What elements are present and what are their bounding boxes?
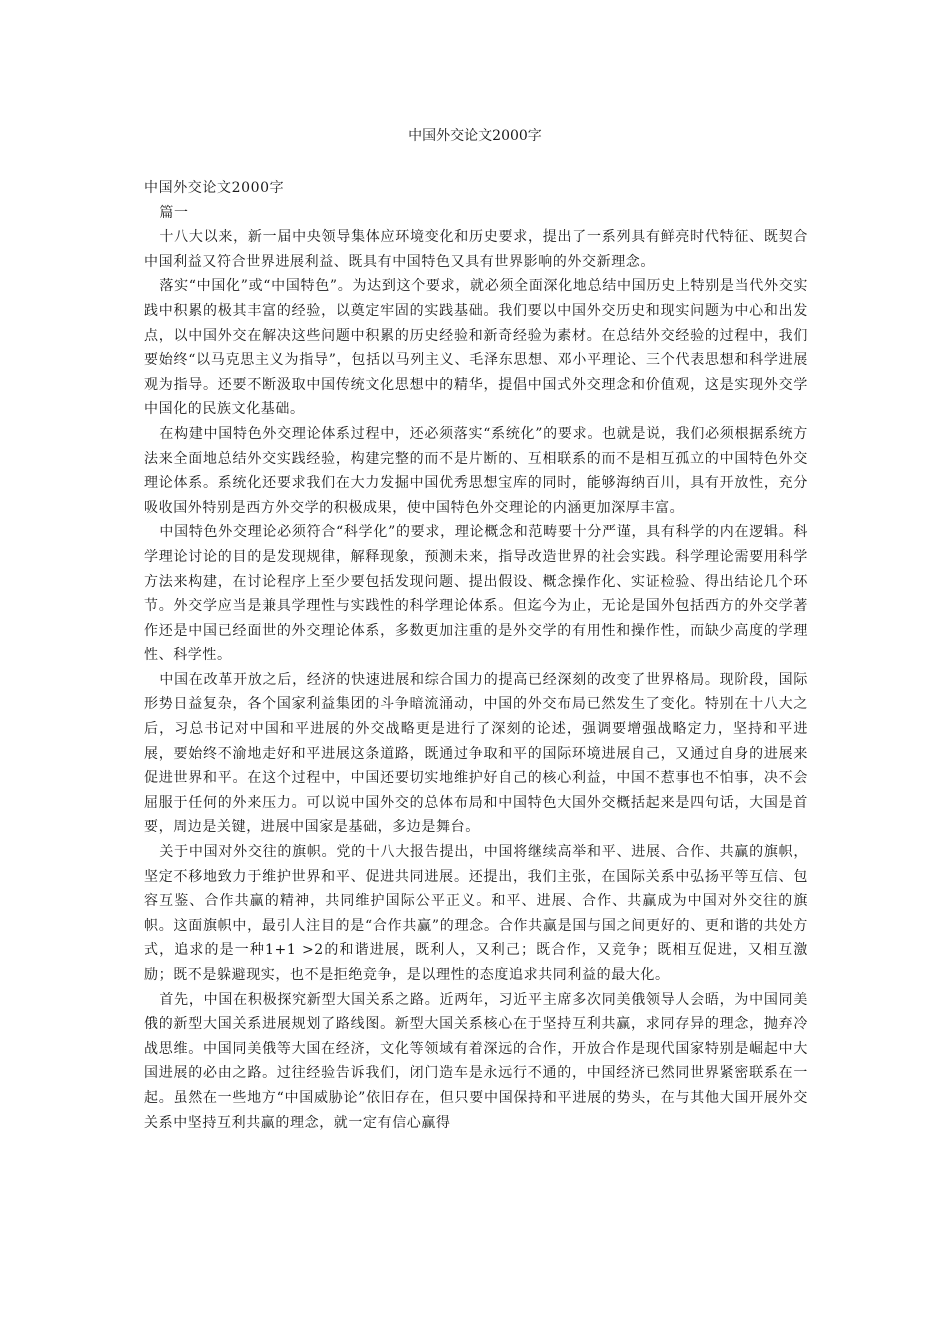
paragraph: 在构建中国特色外交理论体系过程中，还必须落实“系统化”的要求。也就是说，我们必须根据系统方法来全面地总结外交实践经验，构建完整的而不是片断的、互相联系的而不是相互孤立的中国特色外交理论体系。系统化还要求我们在大力发掘中国优秀思想宝库的同时，能够海纳百川，具有开放性，充分吸收国外特别是西方外交学的积极成果，使中国特色外交理论的内涵更加深厚丰富。 — [144, 425, 808, 516]
document-title: 中国外交论文2000字 — [408, 128, 542, 144]
document-body — [144, 176, 808, 1135]
document-subtitle: 中国外交论文2000字 — [144, 180, 285, 196]
paragraph: 中国特色外交理论必须符合“科学化”的要求，理论概念和范畴要十分严谨，具有科学的内在逻辑。科学理论讨论的目的是发现规律，解释现象，预测未来，指导改造世界的社会实践。科学理论需要用科学方法来构建，在讨论程序上至少要包括发现问题、提出假设、概念操作化、实证检验、得出结论几个环节。外交学应当是兼具学理性与实践性的科学理论体系。但迄今为止，无论是国外包括西方的外交学著作还是中国已经面世的外交理论体系，多数更加注重的是外交学的有用性和操作性，而缺少高度的学理性、科学性。 — [144, 524, 808, 664]
paragraph: 中国在改革开放之后，经济的快速进展和综合国力的提高已经深刻的改变了世界格局。现阶段，国际形势日益复杂，各个国家利益集团的斗争暗流涌动，中国的外交布局已然发生了变化。特别在十八大之后，习总书记对中国和平进展的外交战略更是进行了深刻的论述，强调要增强战略定力，坚持和平进展，要始终不渝地走好和平进展这条道路，既通过争取和平的国际环境进展自己，又通过自身的进展来促进世界和平。在这个过程中，中国还要切实地维护好自己的核心利益，中国不惹事也不怕事，决不会屈服于任何的外来压力。可以说中国外交的总体布局和中国特色大国外交概括起来是四句话，大国是首要，周边是关键，进展中国家是基础，多边是舞台。 — [144, 671, 808, 836]
paragraph: 落实“中国化”或“中国特色”。为达到这个要求，就必须全面深化地总结中国历史上特别是当代外交实践中积累的极其丰富的经验，以奠定牢固的实践基础。我们要以中国外交历史和现实问题为中心和出发点，以中国外交在解决这些问题中积累的历史经验和新奇经验为素材。在总结外交经验的过程中，我们要始终“以马克思主义为指导”，包括以马列主义、毛泽东思想、邓小平理论、三个代表思想和科学进展观为指导。还要不断汲取中国传统文化思想中的精华，提倡中国式外交理念和价值观，这是实现外交学中国化的民族文化基础。 — [144, 278, 808, 418]
section-label: 篇一 — [159, 204, 189, 221]
paragraph: 首先，中国在积极探究新型大国关系之路。近两年，习近平主席多次同美俄领导人会晤，为中国同美俄的新型大国关系进展规划了路线图。新型大国关系核心在于坚持互利共赢，求同存异的理念，抛弃冷战思维。中国同美俄等大国在经济，文化等领域有着深远的合作，开放合作是现代国家特别是崛起中大国进展的必由之路。过往经验告诉我们，闭门造车是永远行不通的，中国经济已然同世界紧密联系在一起。虽然在一些地方“中国威胁论”依旧存在，但只要中国保持和平进展的势头，在与其他大国开展外交关系中坚持互利共赢的理念，就一定有信心赢得 — [144, 991, 808, 1131]
paragraph: 关于中国对外交往的旗帜。党的十八大报告提出，中国将继续高举和平、进展、合作、共赢的旗帜，坚定不移地致力于维护世界和平、促进共同进展。还提出，我们主张，在国际关系中弘扬平等互信、包容互鉴、合作共赢的精神，共同维护国际公平正义。和平、进展、合作、共赢成为中国对外交往的旗帜。这面旗帜中，最引人注目的是“合作共赢”的理念。合作共赢是国与国之间更好的、更和谐的共处方式，追求的是一种1+1 >2的和谐进展，既利人，又利己；既合作，又竞争；既相互促进，又相互激励；既不是躲避现实，也不是拒绝竞争，是以理性的态度追求共同利益的最大化。 — [144, 844, 808, 983]
paragraph: 十八大以来，新一届中央领导集体应环境变化和历史要求，提出了一系列具有鲜亮时代特征、既契合中国利益又符合世界进展利益、既具有中国特色又具有世界影响的外交新理念。 — [144, 229, 808, 270]
